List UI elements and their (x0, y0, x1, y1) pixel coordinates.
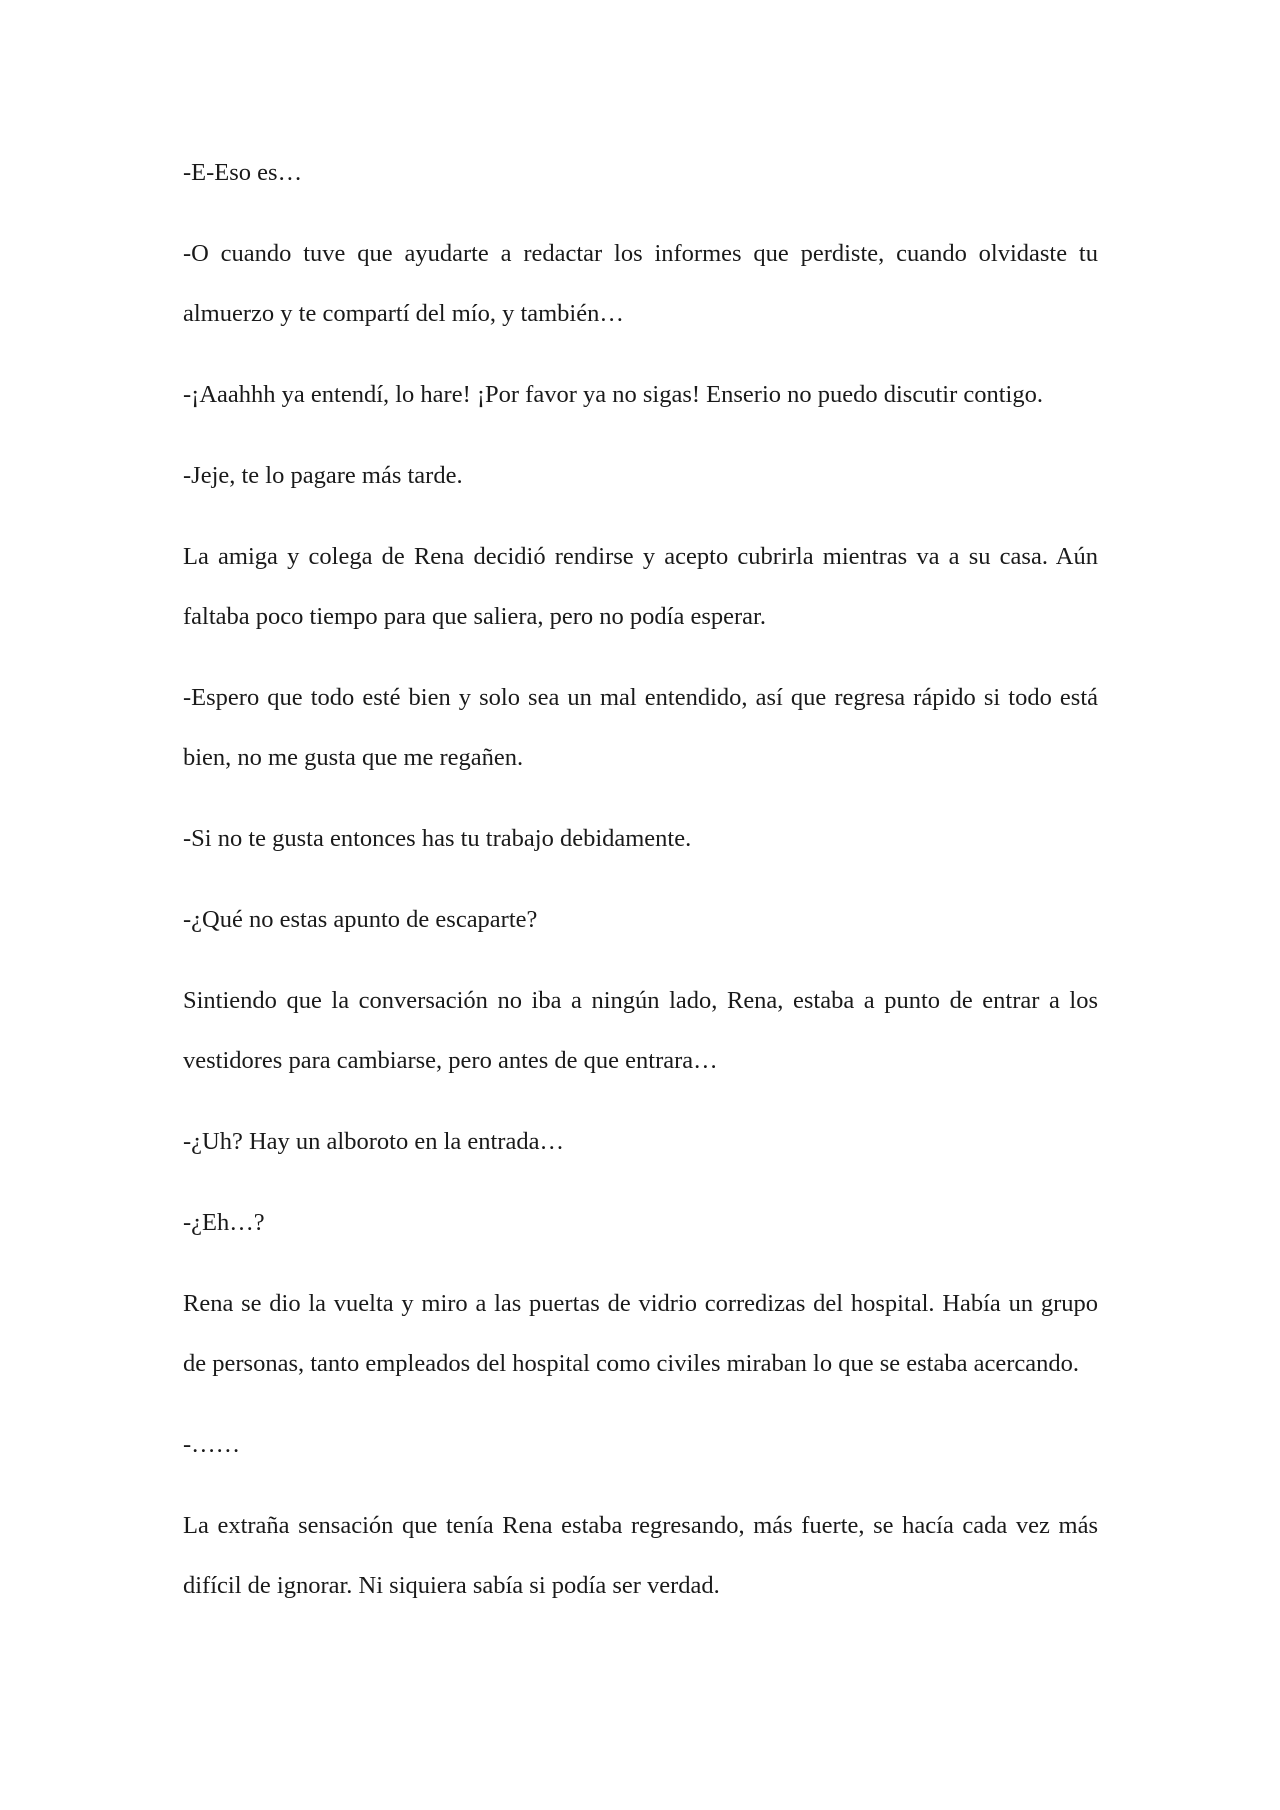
narration-paragraph: Sintiendo que la conversación no iba a ningún lado, Rena, estaba a punto de entrar a los vestidores para cambiarse, pero antes de que entrara… (183, 987, 1098, 1074)
dialogue-line: -¿Uh? Hay un alboroto en la entrada… (183, 1128, 564, 1155)
dialogue-line: -…… (183, 1431, 241, 1458)
dialogue-line: -¡Aaahhh ya entendí, lo hare! ¡Por favor ya no sigas! Enserio no puedo discutir contigo. (183, 381, 1043, 408)
narration-paragraph: La amiga y colega de Rena decidió rendirse y acepto cubrirla mientras va a su casa. Aún faltaba poco tiempo para que saliera, pero no podía esperar. (183, 543, 1098, 630)
dialogue-line: -¿Eh…? (183, 1209, 265, 1236)
narration-paragraph: Rena se dio la vuelta y miro a las puertas de vidrio corredizas del hospital. Había un grupo de personas, tanto empleados del hospital como civiles miraban lo que se estaba acercando. (183, 1290, 1098, 1377)
narration-paragraph: La extraña sensación que tenía Rena estaba regresando, más fuerte, se hacía cada vez más difícil de ignorar. Ni siquiera sabía si podía ser verdad. (183, 1512, 1098, 1599)
dialogue-line: -Si no te gusta entonces has tu trabajo debidamente. (183, 825, 692, 852)
dialogue-line: -¿Qué no estas apunto de escaparte? (183, 906, 538, 933)
dialogue-line: -Espero que todo esté bien y solo sea un mal entendido, así que regresa rápido si todo está bien, no me gusta que me regañen. (183, 684, 1098, 771)
dialogue-line: -Jeje, te lo pagare más tarde. (183, 462, 463, 489)
dialogue-line: -O cuando tuve que ayudarte a redactar los informes que perdiste, cuando olvidaste tu almuerzo y te compartí del mío, y también… (183, 240, 1098, 327)
dialogue-line: -E-Eso es… (183, 159, 303, 186)
document-body (183, 143, 1098, 1637)
